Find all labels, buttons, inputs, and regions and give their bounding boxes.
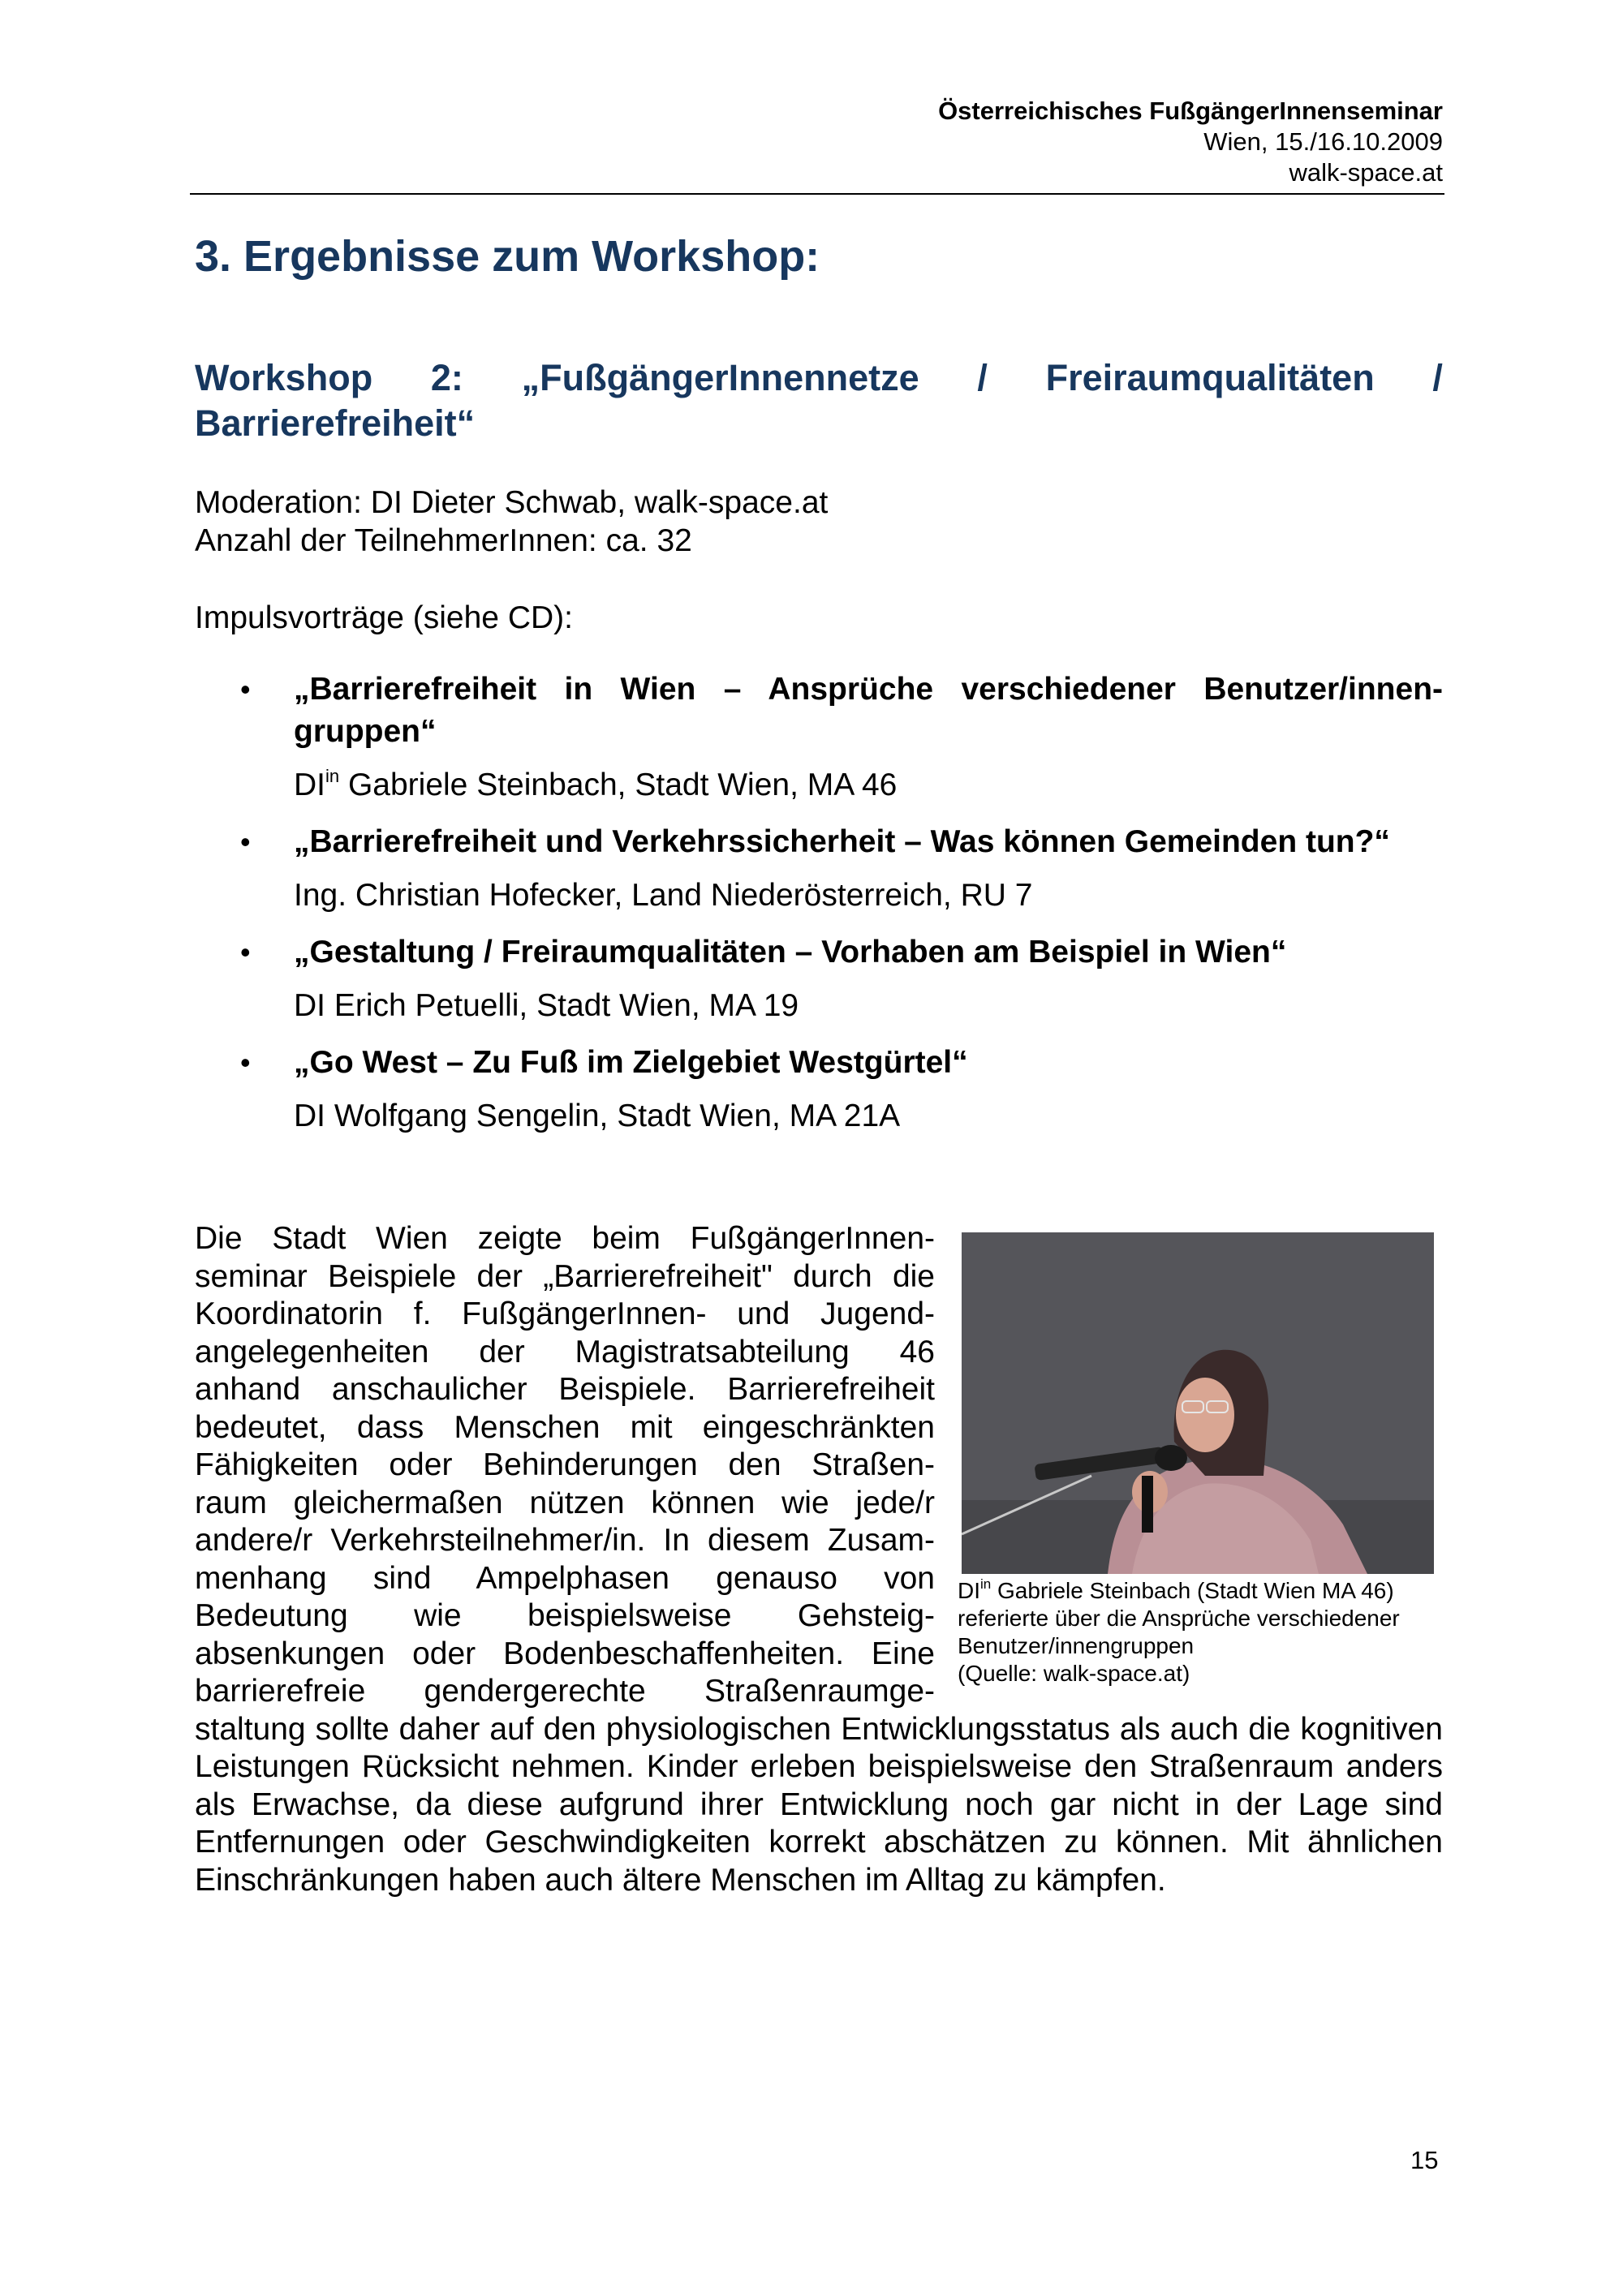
talk-speaker: DI Wolfgang Sengelin, Stadt Wien, MA 21A — [294, 1099, 901, 1133]
speaker-photo — [962, 1232, 1434, 1574]
body-line: bedeutet, dass Menschen mit eingeschränkten — [195, 1409, 935, 1445]
header-date-location: Wien, 15./16.10.2009 — [1203, 127, 1443, 156]
body-line: Die Stadt Wien zeigte beim FußgängerInnen- — [195, 1221, 935, 1256]
body-line: andere/r Verkehrsteilnehmer/in. In diesem Zusam- — [195, 1523, 935, 1558]
participants-line: Anzahl der TeilnehmerInnen: ca. 32 — [195, 523, 692, 558]
header-organization: Österreichisches FußgängerInnenseminar — [938, 97, 1443, 125]
bullet-icon: • — [240, 673, 251, 706]
workshop-slash-2: / — [1432, 357, 1443, 398]
workshop-label: Workshop — [195, 357, 373, 398]
talk-title: „Barrierefreiheit in Wien – Ansprüche verschiedener Benutzer/innen-gruppen“ — [294, 672, 1443, 749]
workshop-title-line-1 — [195, 355, 1443, 401]
bullet-icon: • — [240, 1046, 251, 1079]
caption-name: Gabriele Steinbach (Stadt Wien MA 46) — [991, 1578, 1394, 1603]
workshop-topic-2: Freiraumqualitäten — [1045, 357, 1375, 398]
body-line: Fähigkeiten oder Behinderungen den Straßen- — [195, 1447, 935, 1482]
caption-line-1 — [958, 1577, 1444, 1605]
body-line: angelegenheiten der Magistratsabteilung 46 — [195, 1334, 935, 1369]
body-line: raum gleichermaßen nützen können wie jede/r — [195, 1485, 935, 1520]
caption-superscript: in — [980, 1576, 992, 1592]
caption-prefix: DI — [958, 1578, 980, 1603]
bullet-icon: • — [240, 825, 251, 858]
talk-title: „Gestaltung / Freiraumqualitäten – Vorhaben am Beispiel in Wien“ — [294, 935, 1287, 970]
workshop-topic-3: Barrierefreiheit“ — [195, 402, 476, 444]
caption-line-3: Benutzer/innengruppen — [958, 1633, 1195, 1658]
speaker-superscript: in — [325, 766, 340, 786]
speaker-photo-illustration — [962, 1232, 1434, 1574]
body-line: menhang sind Ampelphasen genauso von — [195, 1560, 935, 1596]
talk-speaker — [294, 764, 1443, 806]
header-divider — [190, 193, 1444, 195]
talk-item — [195, 821, 1443, 917]
header-website: walk-space.at — [1289, 158, 1443, 187]
page-number: 15 — [1410, 2146, 1439, 2174]
body-line: Koordinatorin f. FußgängerInnen- und Jugend- — [195, 1296, 935, 1331]
body-continuation: staltung sollte daher auf den physiologischen Entwicklungsstatus als auch die kognitiven Leistungen Rücksicht nehmen. Kinder erleben beispielsweise den Straßenraum anders als Erwachse, da diese aufgrund ihrer Entwicklung noch gar nicht in der Lage sind Entfernungen oder Geschwindigkeiten korrekt abschätzen zu können. Mit ähnlichen Einschränkungen haben auch ältere Menschen im Alltag zu kämpfen. — [195, 1711, 1443, 1898]
speaker-prefix: DI — [294, 767, 325, 802]
talk-list — [195, 669, 1443, 1152]
body-line: barrierefreie gendergerechte Straßenraumge- — [195, 1674, 935, 1709]
body-line: anhand anschaulicher Beispiele. Barrierefreiheit — [195, 1372, 935, 1407]
photo-caption — [958, 1577, 1444, 1688]
talk-item — [195, 1042, 1443, 1137]
caption-line-4: (Quelle: walk-space.at) — [958, 1661, 1190, 1686]
workshop-meta — [195, 484, 828, 560]
talk-item — [195, 931, 1443, 1027]
workshop-number: 2: — [430, 357, 463, 398]
talk-speaker: DI Erich Petuelli, Stadt Wien, MA 19 — [294, 988, 799, 1023]
body-line: Bedeutung wie beispielsweise Gehsteig- — [195, 1598, 935, 1633]
caption-line-2: referierte über die Ansprüche verschiedener — [958, 1606, 1400, 1631]
page-header — [192, 96, 1443, 188]
talk-speaker: Ing. Christian Hofecker, Land Niederösterreich, RU 7 — [294, 878, 1033, 913]
impulse-talks-label: Impulsvorträge (siehe CD): — [195, 600, 573, 635]
bullet-icon: • — [240, 935, 251, 969]
body-line: seminar Beispiele der „Barrierefreiheit" durch die — [195, 1258, 935, 1294]
talk-title: „Barrierefreiheit und Verkehrssicherheit – Was können Gemeinden tun?“ — [294, 824, 1390, 859]
body-line: absenkungen oder Bodenbeschaffenheiten. Eine — [195, 1636, 935, 1671]
speaker-name: Gabriele Steinbach, Stadt Wien, MA 46 — [339, 767, 898, 802]
workshop-title — [195, 355, 1443, 446]
workshop-slash-1: / — [977, 357, 988, 398]
moderation-line: Moderation: DI Dieter Schwab, walk-space.at — [195, 485, 829, 520]
talk-item — [195, 669, 1443, 806]
workshop-topic-1: „FußgängerInnennetze — [521, 357, 919, 398]
talk-title: „Go West – Zu Fuß im Zielgebiet Westgürtel“ — [294, 1045, 968, 1080]
section-title: 3. Ergebnisse zum Workshop: — [195, 232, 820, 281]
